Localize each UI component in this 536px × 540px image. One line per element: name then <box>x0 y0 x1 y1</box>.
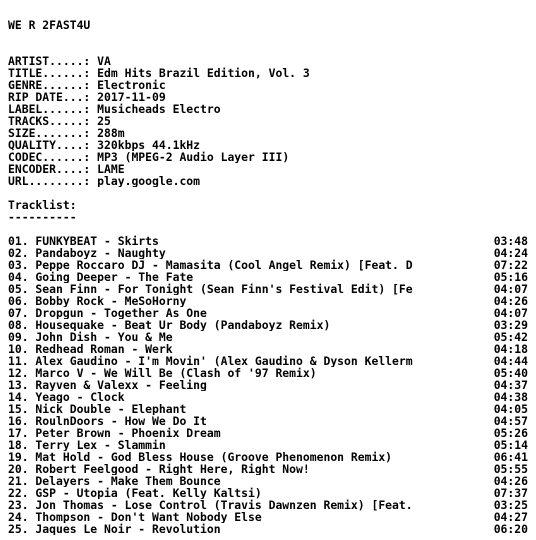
track-duration: 04:26 <box>493 294 528 308</box>
track-title: 13. Rayven & Valexx - Feeling <box>8 379 207 391</box>
track-title: 23. Jon Thomas - Lose Control (Travis Dawnzen Remix) [Feat. <box>8 499 413 511</box>
tracklist-label: Tracklist: <box>8 199 77 211</box>
track-duration: 05:42 <box>493 330 528 344</box>
track-row <box>8 403 528 415</box>
info-row-rip-date <box>8 91 528 103</box>
info-row-encoder <box>8 163 528 175</box>
track-title: 22. GSP - Utopia (Feat. Kelly Kaltsi) <box>8 487 262 499</box>
track-row <box>8 475 528 487</box>
spacer <box>8 187 528 199</box>
track-row <box>8 463 528 475</box>
track-duration: 05:55 <box>493 462 528 476</box>
track-title: 02. Pandaboyz - Naughty <box>8 247 166 259</box>
info-value: Musicheads Electro <box>97 103 221 115</box>
track-title: 05. Sean Finn - For Tonight (Sean Finn's Festival Edit) [Fe <box>8 283 413 295</box>
track-title: 07. Dropgun - Together As One <box>8 307 207 319</box>
track-duration: 07:22 <box>493 258 528 272</box>
spacer <box>8 31 528 43</box>
track-row <box>8 319 528 331</box>
track-title: 25. Jaques Le Noir - Revolution <box>8 523 221 535</box>
track-duration: 04:27 <box>493 510 528 524</box>
track-row <box>8 355 528 367</box>
track-row <box>8 487 528 499</box>
info-value: VA <box>97 55 111 67</box>
info-value: 288m <box>97 127 125 139</box>
info-key: RIP DATE...: <box>8 91 91 103</box>
release-info <box>8 55 528 187</box>
track-title: 12. Marco V - We Will Be (Clash of '97 Remix) <box>8 367 317 379</box>
track-title: 17. Peter Brown - Phoenix Dream <box>8 427 221 439</box>
track-title: 11. Alex Gaudino - I'm Movin' (Alex Gaudino & Dyson Kellerm <box>8 355 413 367</box>
track-title: 15. Nick Double - Elephant <box>8 403 187 415</box>
track-duration: 04:38 <box>493 390 528 404</box>
info-key: ARTIST.....: <box>8 55 91 67</box>
track-row <box>8 439 528 451</box>
track-title: 04. Going Deeper - The Fate <box>8 271 194 283</box>
track-title: 08. Housequake - Beat Ur Body (Pandaboyz Remix) <box>8 319 331 331</box>
spacer <box>8 223 528 235</box>
track-row <box>8 523 528 535</box>
tracklist-rule: ---------- <box>8 211 77 223</box>
info-key: URL........: <box>8 175 91 187</box>
track-row <box>8 259 528 271</box>
nfo-document <box>8 19 528 535</box>
track-duration: 04:07 <box>493 306 528 320</box>
track-duration: 04:37 <box>493 378 528 392</box>
info-row-title <box>8 67 528 79</box>
track-duration: 05:14 <box>493 438 528 452</box>
info-row-url <box>8 175 528 187</box>
track-title: 10. Redhead Roman - Werk <box>8 343 173 355</box>
info-row-quality <box>8 139 528 151</box>
track-row <box>8 247 528 259</box>
track-duration: 03:29 <box>493 318 528 332</box>
track-duration: 04:18 <box>493 342 528 356</box>
track-title: 16. RoulnDoors - How We Do It <box>8 415 207 427</box>
info-value: 320kbps 44.1kHz <box>97 139 201 151</box>
info-row-tracks <box>8 115 528 127</box>
track-duration: 05:40 <box>493 366 528 380</box>
track-duration: 06:20 <box>493 522 528 536</box>
track-row <box>8 499 528 511</box>
info-key: CODEC......: <box>8 151 91 163</box>
info-row-artist <box>8 55 528 67</box>
track-title: 18. Terry Lex - Slammin <box>8 439 166 451</box>
track-duration: 07:37 <box>493 486 528 500</box>
track-row <box>8 379 528 391</box>
info-row-codec <box>8 151 528 163</box>
track-duration: 05:26 <box>493 426 528 440</box>
track-row <box>8 391 528 403</box>
track-duration: 03:48 <box>493 234 528 248</box>
track-duration: 05:16 <box>493 270 528 284</box>
track-duration: 03:25 <box>493 498 528 512</box>
track-duration: 06:41 <box>493 450 528 464</box>
track-duration: 04:07 <box>493 282 528 296</box>
track-title: 19. Mat Hold - God Bless House (Groove Phenomenon Remix) <box>8 451 393 463</box>
info-key: ENCODER....: <box>8 163 91 175</box>
info-value: Electronic <box>97 79 166 91</box>
info-row-size <box>8 127 528 139</box>
track-row <box>8 451 528 463</box>
track-duration: 04:26 <box>493 474 528 488</box>
track-duration: 04:44 <box>493 354 528 368</box>
track-duration: 04:24 <box>493 246 528 260</box>
track-title: 03. Peppe Roccaro DJ - Mamasita (Cool Angel Remix) [Feat. D <box>8 259 413 271</box>
info-value: 2017-11-09 <box>97 91 166 103</box>
info-key: TITLE......: <box>8 67 91 79</box>
track-row <box>8 295 528 307</box>
info-key: SIZE.......: <box>8 127 91 139</box>
track-title: 20. Robert Feelgood - Right Here, Right Now! <box>8 463 310 475</box>
info-value: LAME <box>97 163 125 175</box>
track-row <box>8 343 528 355</box>
info-key: LABEL......: <box>8 103 91 115</box>
info-value: Edm Hits Brazil Edition, Vol. 3 <box>97 67 310 79</box>
info-key: TRACKS.....: <box>8 115 91 127</box>
track-row <box>8 271 528 283</box>
track-row <box>8 511 528 523</box>
info-value: MP3 (MPEG-2 Audio Layer III) <box>97 151 290 163</box>
spacer <box>8 43 528 55</box>
tracklist <box>8 235 528 535</box>
track-row <box>8 331 528 343</box>
track-row <box>8 283 528 295</box>
info-row-label <box>8 103 528 115</box>
track-duration: 04:05 <box>493 402 528 416</box>
track-row <box>8 415 528 427</box>
info-row-genre <box>8 79 528 91</box>
track-row <box>8 235 528 247</box>
info-value: 25 <box>97 115 111 127</box>
track-title: 24. Thompson - Don't Want Nobody Else <box>8 511 262 523</box>
track-title: 06. Bobby Rock - MeSoHorny <box>8 295 187 307</box>
info-key: GENRE......: <box>8 79 91 91</box>
track-title: 09. John Dish - You & Me <box>8 331 173 343</box>
info-value: play.google.com <box>97 175 201 187</box>
track-title: 21. Delayers - Make Them Bounce <box>8 475 221 487</box>
track-title: 14. Yeago - Clock <box>8 391 125 403</box>
track-row <box>8 307 528 319</box>
track-row <box>8 367 528 379</box>
track-title: 01. FUNKYBEAT - Skirts <box>8 235 159 247</box>
track-row <box>8 427 528 439</box>
track-duration: 04:57 <box>493 414 528 428</box>
release-group-header: WE R 2FAST4U <box>8 19 91 31</box>
info-key: QUALITY....: <box>8 139 91 151</box>
